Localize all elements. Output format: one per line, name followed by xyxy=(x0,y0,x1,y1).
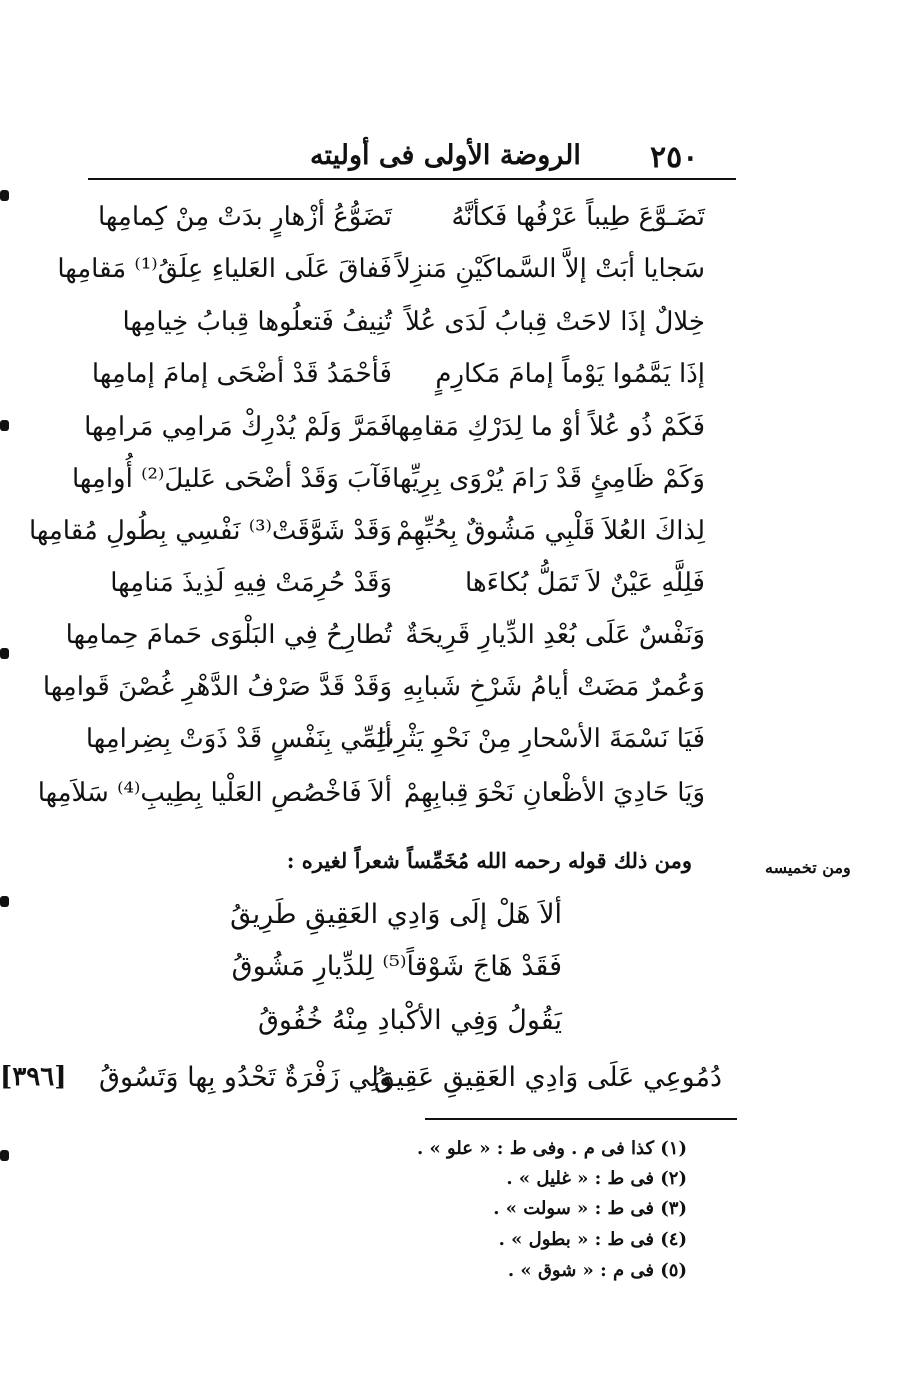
binding-mark xyxy=(0,190,9,201)
footnote-3: (٣) فى ط : « سولت » . xyxy=(493,1198,687,1219)
takhmis-line-3: يَقُولُ وَفِي الأكْبادِ مِنْهُ خُفُوقُ xyxy=(257,1005,562,1036)
verse-12-first-hemistich: وَيَا حَادِيَ الأظْعانِ نَحْوَ قِبابِهِمْ xyxy=(403,778,705,808)
footnote-2: (٢) فى ط : « غليل » . xyxy=(506,1168,687,1189)
verse-4-second-hemistich: فَأحْمَدُ قَدْ أضْحَى إمامَ إمامِها xyxy=(91,359,392,389)
verse-10-first-hemistich: وَعُمرٌ مَضَتْ أيامُ شَرْخِ شَبابِهِ xyxy=(402,672,705,702)
verse-1-second-hemistich: تَضَوُّعُ أزْهارٍ بدَتْ مِنْ كِمامِها xyxy=(98,202,392,232)
binding-mark xyxy=(0,896,9,907)
footnote-5: (٥) فى م : « شوق » . xyxy=(507,1260,687,1281)
verse-6-first-hemistich: وَكَمْ ظَامِئٍ قَدْ رَامَ يُرْوَى بِرِيِّها xyxy=(392,464,705,494)
verse-7-second-hemistich: وَقَدْ شَوَّقَتْ⁽³⁾ نَفْسِي بِطُولِ مُقامِها xyxy=(28,516,392,546)
verse-2-second-hemistich: فَفاقَ عَلَى العَلياءِ عِلَقُ⁽¹⁾ مَقامِها xyxy=(57,254,392,284)
verse-10-second-hemistich: وَقَدْ قَدَّ صَرْفُ الدَّهْرِ غُصْنَ قَوامِها xyxy=(42,672,392,702)
binding-mark xyxy=(0,420,9,431)
verse-3-second-hemistich: تُنِيفُ فَتعلُوها قِبابُ خِيامِها xyxy=(122,307,392,337)
verse-8-first-hemistich: فَلِلَّهِ عَيْنٌ لاَ تَمَلُّ بُكاءَها xyxy=(465,568,705,598)
verse-12-second-hemistich: ألاَ فَاخْصُصِ العَلْيا بِطِيبِ⁽⁴⁾ سَلاَمِها xyxy=(37,778,392,808)
verse-5-second-hemistich: فَمَرَّ وَلَمْ يُدْرِكْ مَرامِي مَرامِها xyxy=(84,412,392,442)
verse-11-first-hemistich: فَيَا نَسْمَةَ الأسْحارِ مِنْ نَحْوِ يَثْرِبَ xyxy=(369,724,705,754)
margin-note: ومن تخميسه xyxy=(765,858,851,877)
verse-2-first-hemistich: سَجايا أبَتْ إلاَّ السَّماكَيْنِ مَنزِلاً xyxy=(395,254,705,284)
running-title: الروضة الأولى فى أوليته xyxy=(310,140,581,171)
verse-6-second-hemistich: فَآبَ وَقَدْ أضْحَى عَليلَ⁽²⁾ أُوامِها xyxy=(72,464,392,494)
footnote-rule xyxy=(425,1118,737,1120)
verse-5-first-hemistich: فَكَمْ ذُو عُلاً أوْ ما لِدَرْكِ مَقامِها xyxy=(390,412,705,442)
footnote-1: (١) كذا فى م . وفى ط : « علو » . xyxy=(416,1138,687,1159)
verse-11-second-hemistich: ألِمِّي بِنَفْسٍ قَدْ ذَوَتْ بِضِرامِها xyxy=(85,724,392,754)
final-verse-first-hemistich: دُمُوعِي عَلَى وَادِي العَقِيقِ عَقِيقُ xyxy=(373,1062,722,1093)
footnote-4: (٤) فى ط : « بطول » . xyxy=(498,1229,687,1250)
verse-7-first-hemistich: لِذاكَ العُلاَ قَلْبِي مَشُوقٌ بِحُبِّهِمْ xyxy=(396,516,705,546)
verse-9-first-hemistich: وَنَفْسٌ عَلَى بُعْدِ الدِّيارِ قَرِيحَةٌ xyxy=(405,620,705,650)
header-rule xyxy=(88,178,736,180)
final-verse-second-hemistich: وَلِي زَفْرَةٌ تَحْدُو بِها وَتَسُوقُ xyxy=(99,1062,392,1093)
verse-3-first-hemistich: خِلالٌ إذَا لاحَتْ قِبابُ لَدَى عُلاً xyxy=(405,307,705,337)
binding-mark xyxy=(0,648,9,659)
takhmis-line-1: ألاَ هَلْ إلَى وَادِي العَقِيقِ طَرِيقُ xyxy=(230,899,562,930)
binding-mark xyxy=(0,1150,9,1161)
verse-1-first-hemistich: تَضَـوَّعَ طِيباً عَرْفُها فَكأنَّهُ xyxy=(451,202,705,232)
verse-8-second-hemistich: وَقَدْ حُرِمَتْ فِيهِ لَذِيذَ مَنامِها xyxy=(110,568,392,598)
reference-marker: [٣٩٦] xyxy=(0,1062,67,1092)
takhmis-line-2: فَقَدْ هَاجَ شَوْقاً⁽⁵⁾ لِلدِّيارِ مَشُوقُ xyxy=(231,951,562,982)
verse-4-first-hemistich: إذَا يَمَّمُوا يَوْماً إمامَ مَكارِمٍ xyxy=(435,359,705,389)
section-intro: ومن ذلك قوله رحمه الله مُخَمِّساً شعراً لغيره : xyxy=(286,848,692,873)
page-number: ٢٥٠ xyxy=(650,140,699,175)
verse-9-second-hemistich: تُطارِحُ فِي البَلْوَى حَمامَ حِمامِها xyxy=(65,620,392,650)
